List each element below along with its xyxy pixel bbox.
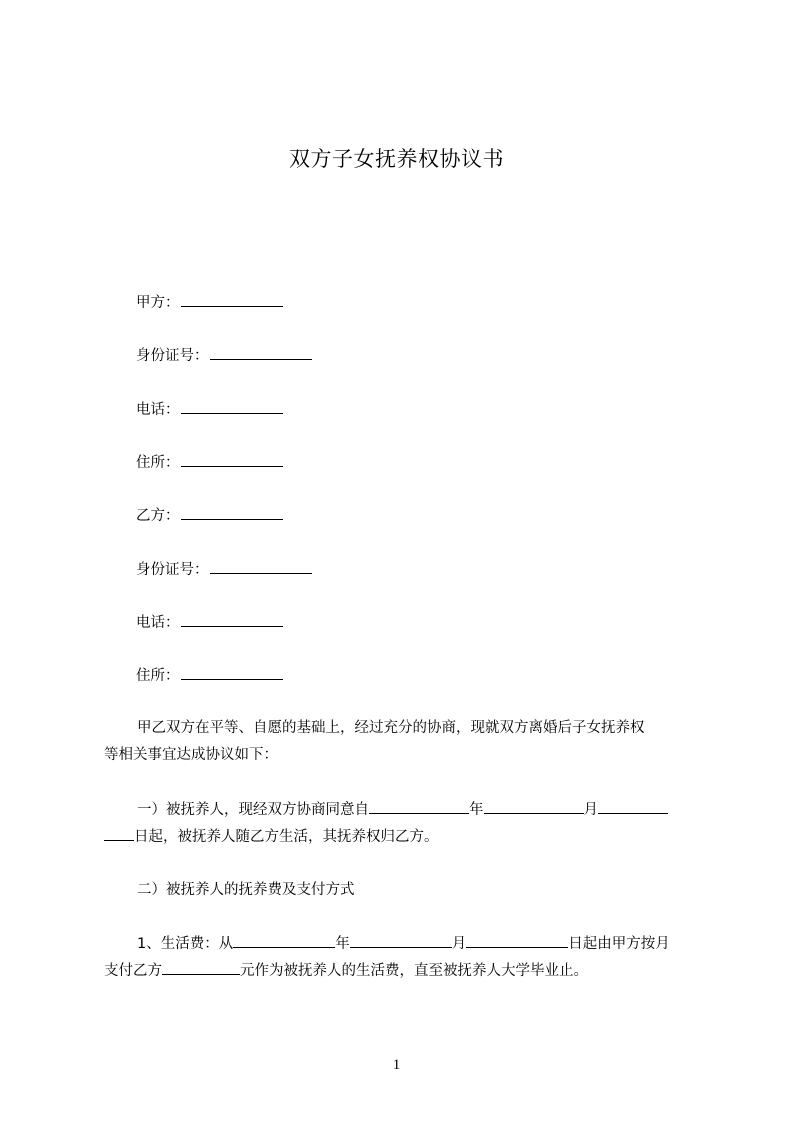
fill-blank bbox=[350, 933, 452, 948]
fill-blank bbox=[210, 559, 312, 574]
party-b-name-field bbox=[136, 505, 283, 526]
fill-blank bbox=[210, 345, 312, 360]
intro-paragraph bbox=[104, 718, 704, 768]
party-a-id-field bbox=[136, 345, 312, 366]
fill-blank bbox=[181, 505, 283, 520]
document-title: 双方子女抚养权协议书 bbox=[289, 147, 504, 171]
intro-line-2: 等相关事宜达成协议如下： bbox=[104, 747, 278, 763]
fill-blank bbox=[484, 799, 584, 814]
item-1-line-1 bbox=[137, 933, 670, 954]
item-1-line2-suffix: 元作为被抚养人的生活费，直至被抚养人大学毕业止。 bbox=[240, 963, 588, 979]
fill-blank bbox=[181, 292, 283, 307]
party-b-phone-field bbox=[136, 612, 283, 633]
clause-1-line-2 bbox=[104, 826, 439, 847]
party-b-address-field bbox=[136, 665, 283, 686]
item-1-living-expenses bbox=[104, 933, 704, 983]
fill-blank bbox=[181, 452, 283, 467]
party-b-id-field bbox=[136, 559, 312, 580]
field-label: 电话： bbox=[136, 402, 180, 418]
clause-1-month: 月 bbox=[583, 802, 598, 818]
clause-1-line-1 bbox=[137, 799, 668, 820]
field-label: 身份证号： bbox=[136, 562, 209, 578]
fill-blank bbox=[598, 799, 668, 814]
field-label: 电话： bbox=[136, 615, 180, 631]
fill-blank bbox=[233, 933, 335, 948]
page-number: 1 bbox=[392, 1057, 401, 1073]
fill-blank bbox=[369, 799, 469, 814]
item-1-line-2 bbox=[104, 960, 588, 981]
item-1-year: 年 bbox=[335, 936, 350, 952]
intro-line-1: 甲乙双方在平等、自愿的基础上，经过充分的协商，现就双方离婚后子女抚养权 bbox=[137, 720, 645, 736]
fill-blank bbox=[181, 665, 283, 680]
clause-1-prefix: 一）被抚养人，现经双方协商同意自 bbox=[137, 802, 369, 818]
fill-blank bbox=[104, 826, 134, 841]
fill-blank bbox=[466, 933, 568, 948]
field-label: 乙方： bbox=[136, 508, 180, 524]
clause-1-line2-text: 日起，被抚养人随乙方生活，其抚养权归乙方。 bbox=[134, 829, 439, 845]
clause-1 bbox=[104, 799, 704, 849]
fill-blank bbox=[181, 612, 283, 627]
field-label: 身份证号： bbox=[136, 348, 209, 364]
fill-blank bbox=[162, 960, 240, 975]
field-label: 甲方： bbox=[136, 295, 180, 311]
item-1-month: 月 bbox=[451, 936, 467, 952]
item-1-line2-prefix: 支付乙方 bbox=[104, 963, 162, 979]
item-1-prefix: 1、生活费：从 bbox=[137, 936, 234, 952]
party-a-name-field bbox=[136, 292, 283, 313]
clause-1-year: 年 bbox=[469, 802, 484, 818]
field-label: 住所： bbox=[136, 455, 180, 471]
fill-blank bbox=[181, 399, 283, 414]
party-a-address-field bbox=[136, 452, 283, 473]
item-1-suffix: 日起由甲方按月 bbox=[568, 936, 670, 952]
clause-2-heading: 二）被抚养人的抚养费及支付方式 bbox=[137, 882, 355, 898]
field-label: 住所： bbox=[136, 668, 180, 684]
party-a-phone-field bbox=[136, 399, 283, 420]
clause-2 bbox=[104, 880, 704, 902]
